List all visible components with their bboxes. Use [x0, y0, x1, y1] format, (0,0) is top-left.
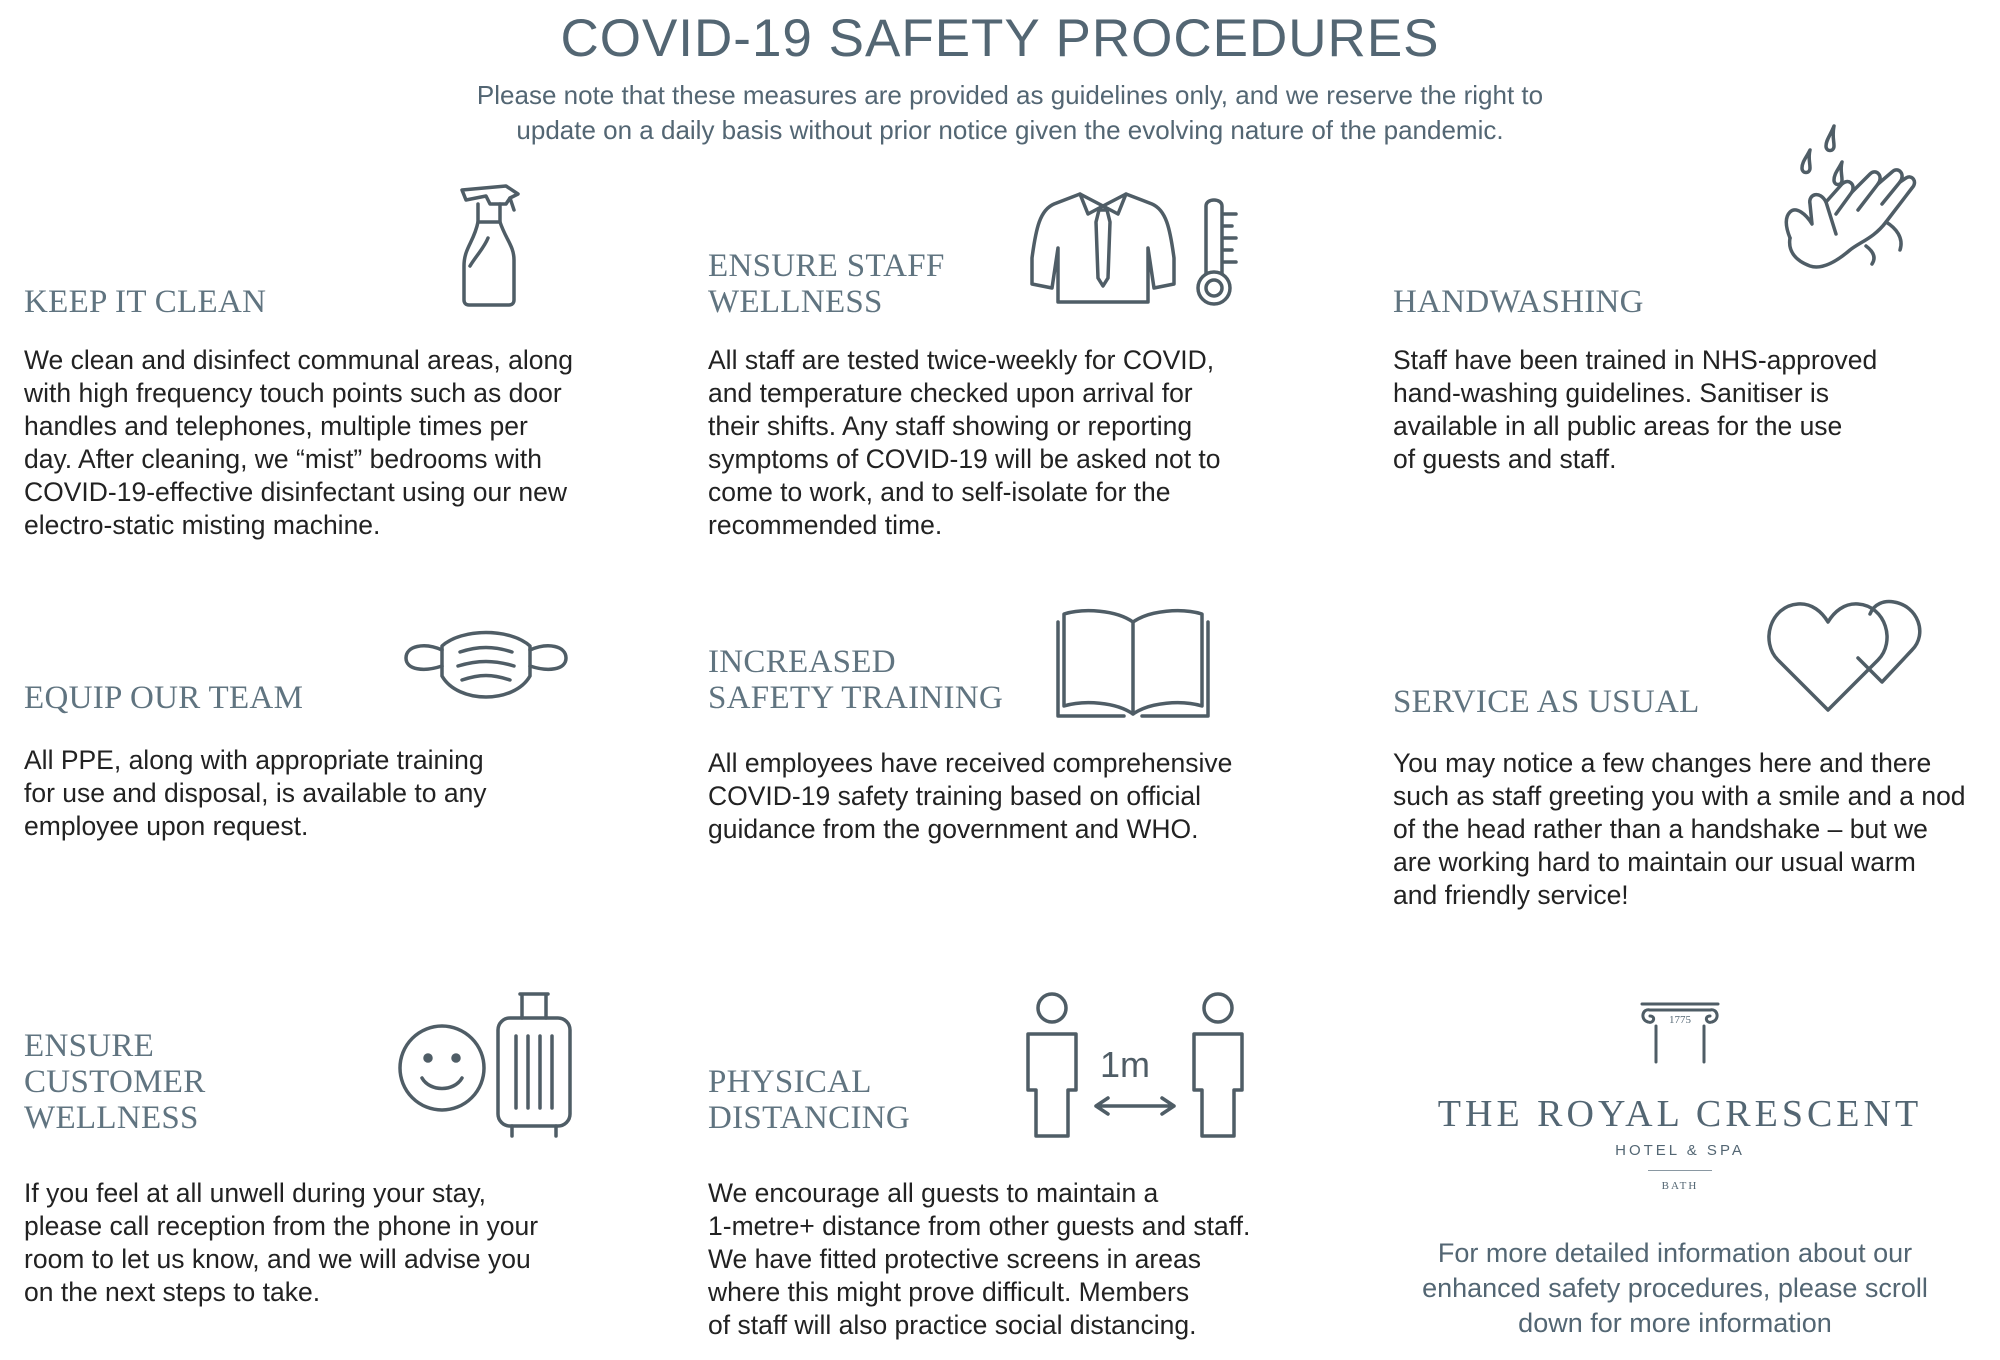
footer-line: enhanced safety procedures, please scroll — [1422, 1273, 1928, 1303]
handwashing-icon — [1780, 118, 1920, 314]
body-line: and temperature checked upon arrival for — [708, 378, 1193, 408]
section-body — [24, 1177, 644, 1309]
body-line: such as staff greeting you with a smile and a nod — [1393, 781, 1966, 811]
section-body — [708, 1177, 1348, 1342]
section-heading: SERVICE AS USUAL — [1393, 684, 1700, 720]
body-line: employee upon request. — [24, 811, 309, 841]
logo-divider — [1648, 1170, 1712, 1171]
logo-name: THE ROYAL CRESCENT — [1437, 1093, 1923, 1135]
distance-label: 1m — [1100, 1044, 1151, 1085]
body-line: electro-static misting machine. — [24, 510, 381, 540]
body-line: recommended time. — [708, 510, 943, 540]
section-body — [1393, 747, 1993, 912]
section-heading — [708, 1064, 910, 1136]
body-line: We have fitted protective screens in areas — [708, 1244, 1201, 1274]
footer-line: down for more information — [1518, 1308, 1832, 1338]
section-heading: KEEP IT CLEAN — [24, 284, 267, 320]
section-body — [708, 344, 1328, 542]
body-line: 1-metre+ distance from other guests and staff. — [708, 1211, 1251, 1241]
heading-line: PHYSICAL — [708, 1064, 872, 1100]
heading-line: WELLNESS — [708, 284, 883, 320]
heading-line: INCREASED — [708, 644, 896, 680]
body-line: for use and disposal, is available to any — [24, 778, 487, 808]
section-body — [24, 744, 644, 843]
section-heading — [708, 248, 945, 320]
body-line: All employees have received comprehensive — [708, 748, 1233, 778]
body-line: hand-washing guidelines. Sanitiser is — [1393, 378, 1830, 408]
logo-city: BATH — [1661, 1180, 1699, 1192]
section-heading: EQUIP OUR TEAM — [24, 680, 304, 716]
section-body — [708, 747, 1328, 846]
logo-subtitle: HOTEL & SPA — [1615, 1142, 1745, 1159]
column-logo-icon — [1636, 1000, 1724, 1064]
body-line: day. After cleaning, we “mist” bedrooms with — [24, 444, 542, 474]
body-line: of guests and staff. — [1393, 444, 1617, 474]
thermometer-icon — [1194, 194, 1238, 308]
body-line: COVID-19 safety training based on official — [708, 781, 1201, 811]
shirt-icon — [1028, 188, 1178, 306]
body-line: and friendly service! — [1393, 880, 1629, 910]
heading-line: WELLNESS — [24, 1100, 199, 1136]
intro-line: update on a daily basis without prior notice given the evolving nature of the pandemic. — [516, 115, 1504, 145]
body-line: on the next steps to take. — [24, 1277, 321, 1307]
smiley-face-icon — [396, 1022, 488, 1114]
heading-line: CUSTOMER — [24, 1064, 206, 1100]
section-heading: HANDWASHING — [1393, 284, 1644, 320]
heading-line: ENSURE STAFF — [708, 248, 945, 284]
body-line: room to let us know, and we will advise you — [24, 1244, 531, 1274]
body-line: guidance from the government and WHO. — [708, 814, 1199, 844]
footer-note — [1395, 1236, 1955, 1341]
heading-line: DISTANCING — [708, 1100, 911, 1136]
hearts-icon — [1766, 590, 1928, 714]
body-line: handles and telephones, multiple times per — [24, 411, 528, 441]
body-line: please call reception from the phone in your — [24, 1211, 539, 1241]
body-line: If you feel at all unwell during your stay, — [24, 1178, 487, 1208]
body-line: All staff are tested twice-weekly for COVID, — [708, 345, 1215, 375]
face-mask-icon — [402, 624, 570, 710]
logo-year: 1775 — [1669, 1014, 1691, 1026]
section-body — [24, 344, 644, 542]
heading-line: ENSURE — [24, 1028, 155, 1064]
intro-text — [400, 78, 1620, 148]
body-line: come to work, and to self-isolate for the — [708, 477, 1171, 507]
body-line: with high frequency touch points such as door — [24, 378, 562, 408]
body-line: You may notice a few changes here and there — [1393, 748, 1932, 778]
page-title: COVID-19 SAFETY PROCEDURES — [560, 9, 1440, 68]
section-heading — [708, 644, 1003, 716]
body-line: where this might prove difficult. Members — [708, 1277, 1190, 1307]
body-line: available in all public areas for the use — [1393, 411, 1843, 441]
body-line: We encourage all guests to maintain a — [708, 1178, 1159, 1208]
heading-line: SAFETY TRAINING — [708, 680, 1004, 716]
body-line: symptoms of COVID-19 will be asked not to — [708, 444, 1221, 474]
spray-bottle-icon — [450, 182, 530, 308]
section-body — [1393, 344, 1993, 476]
footer-line: For more detailed information about our — [1437, 1238, 1913, 1268]
body-line: their shifts. Any staff showing or reporting — [708, 411, 1193, 441]
open-book-icon — [1054, 604, 1212, 720]
intro-line: Please note that these measures are provided as guidelines only, and we reserve the right to — [476, 80, 1544, 110]
body-line: are working hard to maintain our usual warm — [1393, 847, 1916, 877]
suitcase-icon — [492, 990, 576, 1142]
body-line: All PPE, along with appropriate training — [24, 745, 484, 775]
body-line: COVID-19-effective disinfectant using our new — [24, 477, 568, 507]
body-line: of staff will also practice social distancing. — [708, 1310, 1197, 1340]
section-heading — [24, 1028, 206, 1136]
body-line: of the head rather than a handshake – but we — [1393, 814, 1928, 844]
body-line: Staff have been trained in NHS-approved — [1393, 345, 1878, 375]
body-line: We clean and disinfect communal areas, along — [24, 345, 573, 375]
